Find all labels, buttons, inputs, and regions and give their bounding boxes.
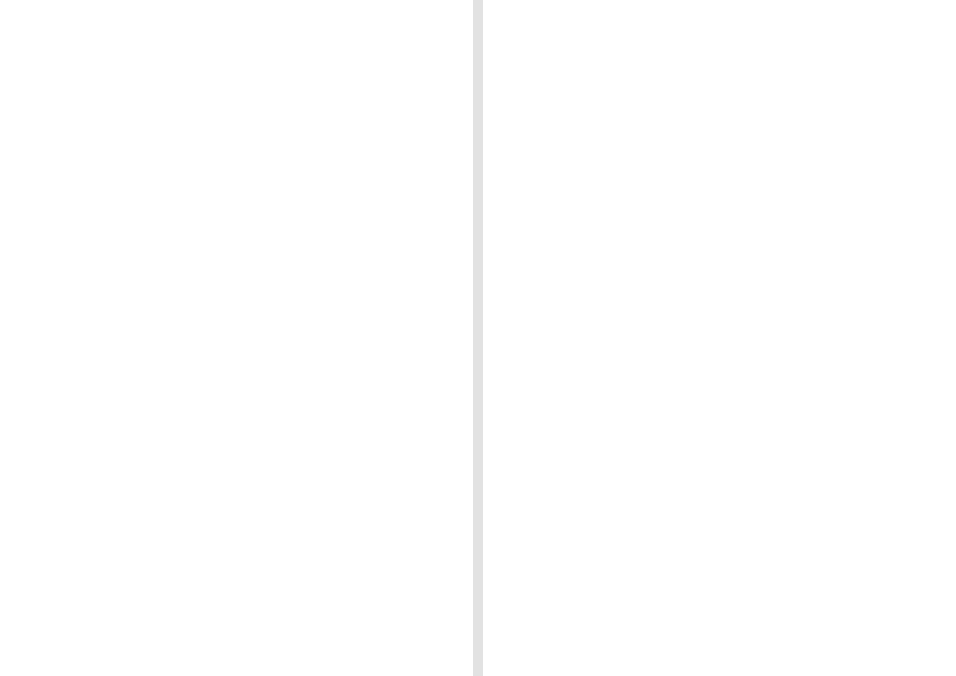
textbook-table-public — [73, 360, 410, 379]
left-page — [0, 0, 473, 676]
right-page — [483, 0, 956, 676]
